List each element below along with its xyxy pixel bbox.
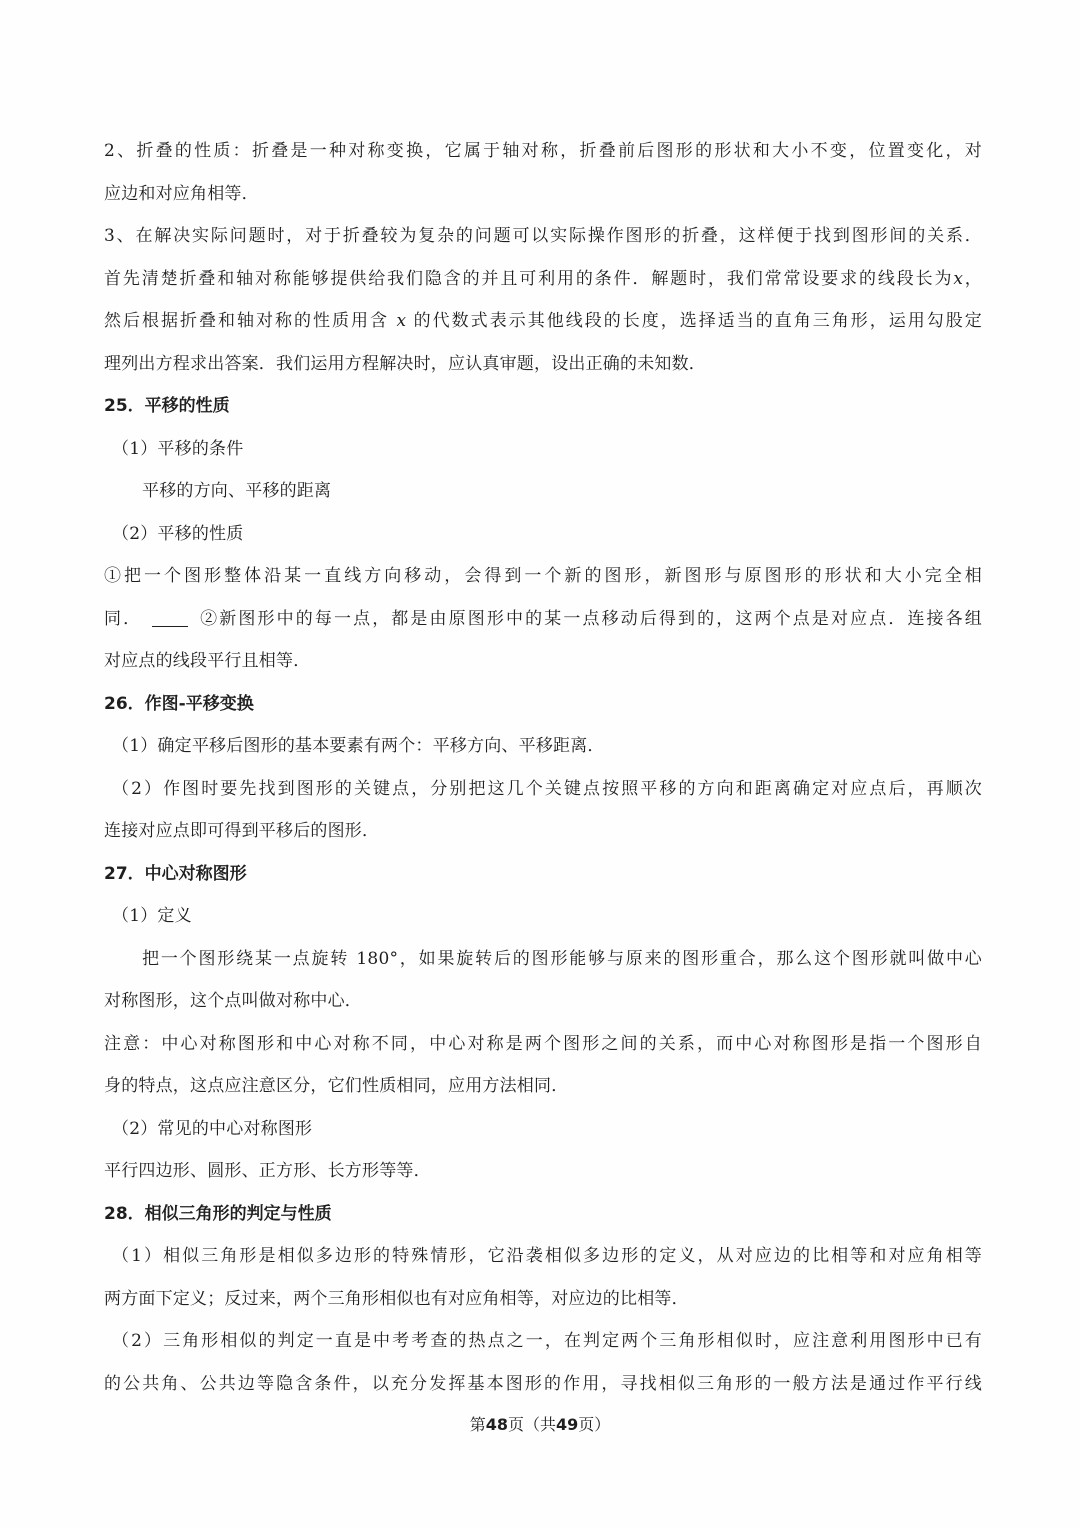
subheading: （2）平移的性质 (112, 523, 244, 544)
text-span: 的代数式表示其他线段的长度，选择适当的直角三角形，运用勾股定 (406, 311, 982, 331)
paragraph-line: 的公共角、公共边等隐含条件，以充分发挥基本图形的作用，寻找相似三角形的一般方法是通过作平行线 (104, 1373, 982, 1394)
subheading: （1）平移的条件 (112, 438, 244, 459)
paragraph-line: 两方面下定义；反过来，两个三角形相似也有对应角相等，对应边的比相等． (104, 1288, 689, 1309)
paragraph-line: （2）三角形相似的判定一直是中考考查的热点之一，在判定两个三角形相似时，应注意利用图形中已有 (112, 1331, 982, 1351)
paragraph-line: 应边和对应角相等． (104, 183, 259, 204)
section-heading-26: 26．作图-平移变换 (104, 693, 254, 714)
paragraph-line: （2）作图时要先找到图形的关键点，分别把这几个关键点按照平移的方向和距离确定对应点后，再顺次 (112, 778, 982, 799)
subheading: （2）常见的中心对称图形 (112, 1118, 313, 1139)
current-page-number: 48 (485, 1415, 508, 1434)
variable-x: x (396, 311, 407, 331)
fill-in-blank (152, 612, 188, 627)
section-heading-27: 27．中心对称图形 (104, 863, 247, 884)
paragraph-line: 平移的方向、平移的距离 (142, 481, 332, 501)
text-span: ， (963, 268, 982, 289)
paragraph-line: 3、在解决实际问题时，对于折叠较为复杂的问题可以实际操作图形的折叠，这样便于找到图形间的关系． (104, 226, 982, 246)
section-heading-25: 25．平移的性质 (104, 396, 230, 416)
text-span: ②新图形中的每一点，都是由原图形中的某一点移动后得到的，这两个点是对应点．连接各组 (198, 608, 982, 629)
paragraph-line: 身的特点，这点应注意区分，它们性质相同，应用方法相同． (104, 1076, 569, 1096)
paragraph-line (104, 300, 982, 343)
paragraph-line: 平行四边形、圆形、正方形、长方形等等． (104, 1161, 431, 1181)
paragraph-line: 对称图形，这个点叫做对称中心． (104, 991, 362, 1011)
paragraph-line: （1）确定平移后图形的基本要素有两个：平移方向、平移距离． (112, 736, 605, 756)
section-heading-28: 28．相似三角形的判定与性质 (104, 1203, 332, 1224)
footer-prefix: 第 (469, 1415, 486, 1434)
footer-mid: 页（共 (507, 1415, 556, 1434)
paragraph-line: （1）相似三角形是相似多边形的特殊情形，它沿袭相似多边形的定义，从对应边的比相等和对应角相等 (112, 1246, 982, 1266)
total-page-number: 49 (556, 1415, 579, 1434)
paragraph-line: 2、折叠的性质：折叠是一种对称变换，它属于轴对称，折叠前后图形的形状和大小不变，位置变化，对 (104, 141, 982, 161)
text-span: 然后根据折叠和轴对称的性质用含 (104, 311, 397, 331)
text-span: 首先清楚折叠和轴对称能够提供给我们隐含的并且可利用的条件．解题时，我们常常设要求的线段长为 (104, 268, 954, 289)
page-content (104, 130, 982, 1405)
paragraph-line: 对应点的线段平行且相等． (104, 651, 311, 671)
paragraph-line (104, 258, 982, 301)
subheading: （1）定义 (112, 906, 192, 926)
paragraph-line: 把一个图形绕某一点旋转 180°，如果旋转后的图形能够与原来的图形重合，那么这个图形就叫做中心 (142, 948, 982, 969)
text-span: 同． (104, 608, 143, 629)
variable-x: x (953, 268, 964, 289)
paragraph-line: 连接对应点即可得到平移后的图形． (104, 821, 380, 841)
page-footer (0, 1412, 1080, 1435)
paragraph-line (104, 598, 982, 641)
paragraph-line: ①把一个图形整体沿某一直线方向移动，会得到一个新的图形，新图形与原图形的形状和大小完全相 (104, 566, 982, 586)
paragraph-line: 理列出方程求出答案．我们运用方程解决时，应认真审题，设出正确的未知数． (104, 353, 706, 374)
footer-suffix: 页） (578, 1415, 611, 1434)
paragraph-line: 注意：中心对称图形和中心对称不同，中心对称是两个图形之间的关系，而中心对称图形是指一个图形自 (104, 1033, 982, 1054)
